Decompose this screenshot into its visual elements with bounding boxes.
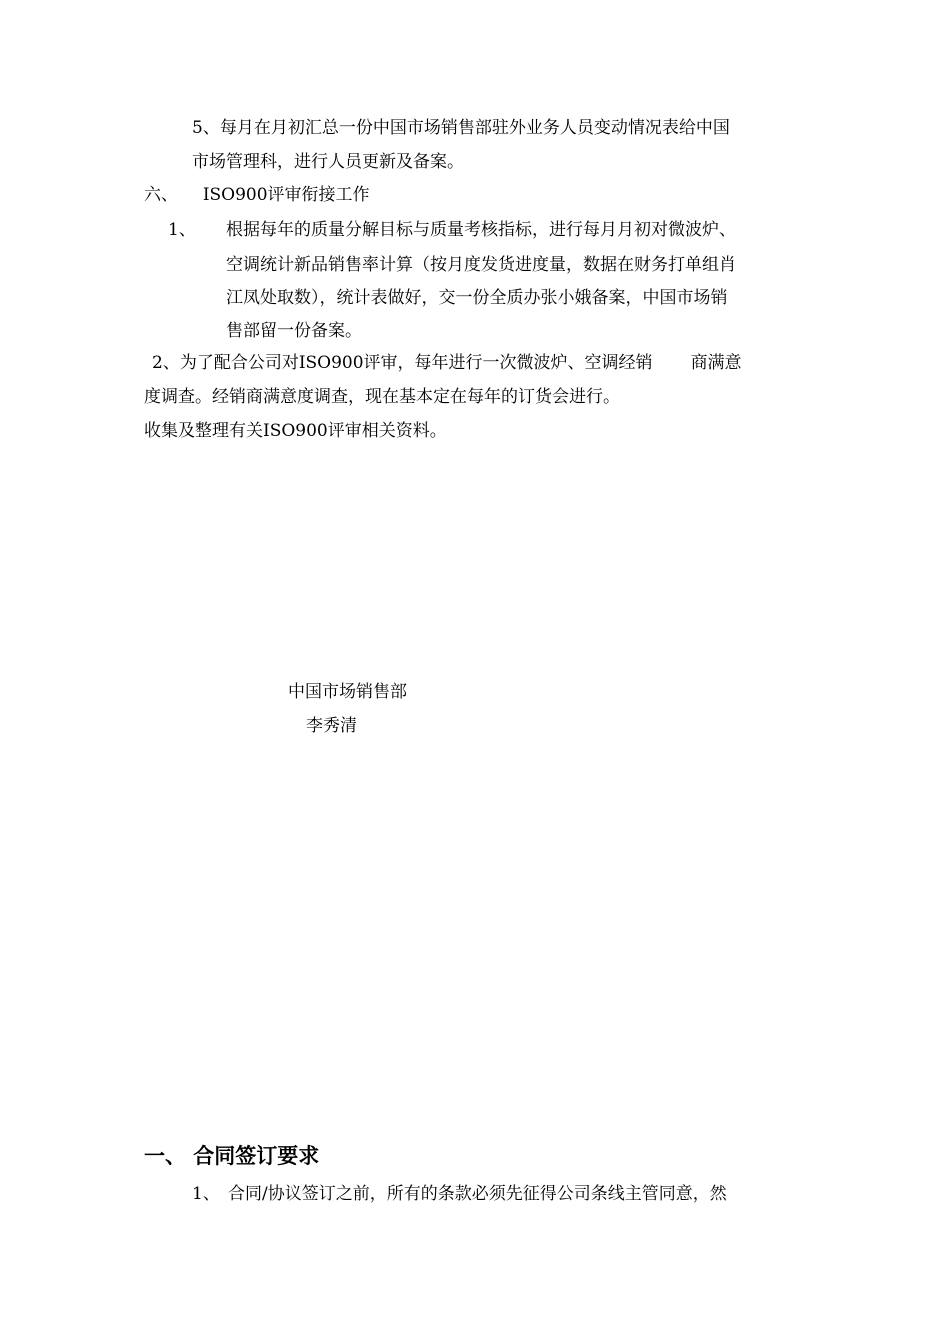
- section6-collect: 收集及整理有关ISO900评审相关资料。: [144, 421, 447, 441]
- signature-name: 李秀清: [306, 716, 357, 736]
- section6-item2-line2: 度调查。经销商满意度调查，现在基本定在每年的订货会进行。: [144, 387, 620, 407]
- section6-title: [144, 183, 370, 207]
- section6-item2-line1: [152, 351, 742, 375]
- signature-department: 中国市场销售部: [288, 682, 407, 702]
- section6-item1-line1: 根据每年的质量分解目标与质量考核指标，进行每月月初对微波炉、: [226, 220, 736, 240]
- section5-line2: 市场管理科，进行人员更新及备案。: [192, 152, 464, 172]
- section6-item1-number: 1、: [168, 220, 196, 240]
- section6-item1-line2: 空调统计新品销售率计算（按月度发货进度量，数据在财务打单组肖: [226, 255, 736, 275]
- section6-item2-line1-part-a: 2、为了配合公司对ISO900评审，每年进行一次微波炉、空调经销: [152, 353, 653, 373]
- section6-item1-line4: 售部留一份备案。: [226, 321, 362, 341]
- contract-item1-text: 合同/协议签订之前，所有的条款必须先征得公司条线主管同意，然: [228, 1184, 727, 1204]
- section6-title-number: 六、: [144, 185, 178, 205]
- contract-heading: 一、 合同签订要求: [144, 1144, 320, 1168]
- section6-title-text: ISO900评审衔接工作: [202, 185, 370, 205]
- section5-line1: 5、每月在月初汇总一份中国市场销售部驻外业务人员变动情况表给中国: [192, 118, 730, 138]
- section6-item2-line1-part-b: 商满意: [690, 353, 742, 373]
- contract-item1-number: 1、: [192, 1184, 220, 1204]
- section6-item1-line3: 江凤处取数），统计表做好，交一份全质办张小娥备案，中国市场销: [226, 288, 728, 308]
